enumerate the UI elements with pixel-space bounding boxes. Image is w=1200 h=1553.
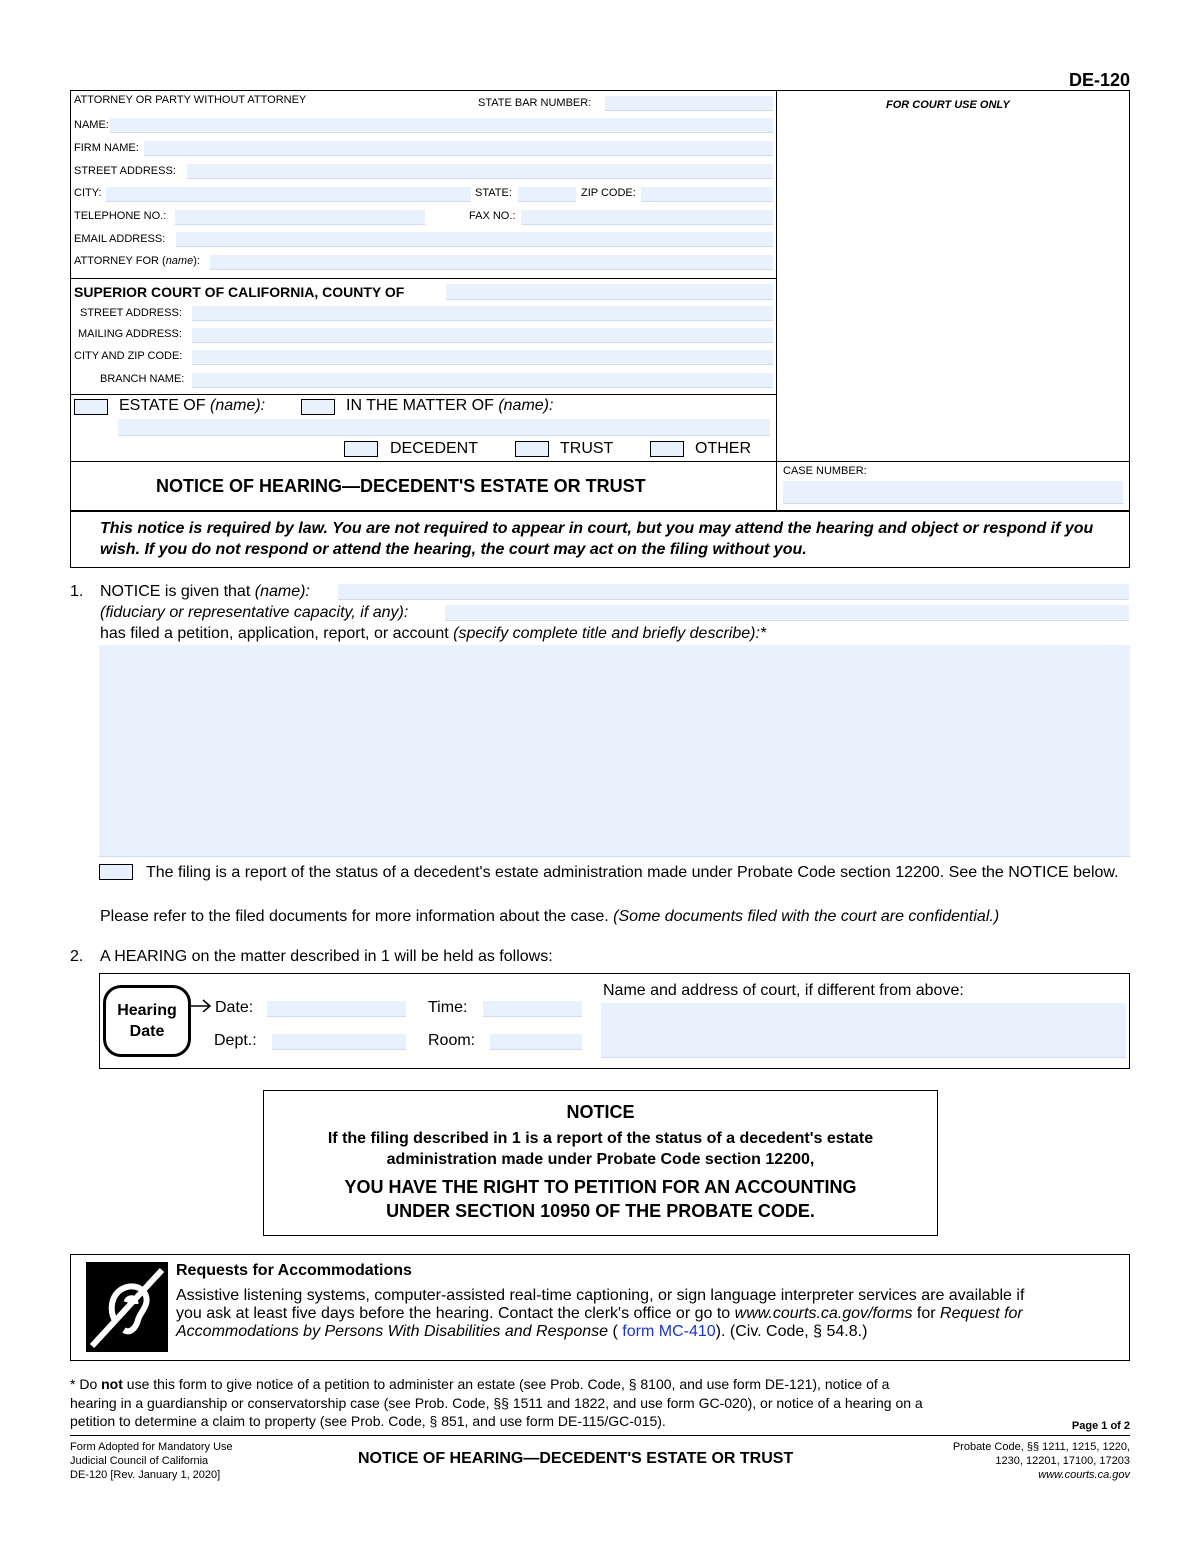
- in-matter-of-label: IN THE MATTER OF (name):: [346, 397, 554, 414]
- probate-codes: Probate Code, §§ 1211, 1215, 1220, 1230, 12201, 17100, 17203 www.courts.ca.gov: [952, 1441, 1130, 1481]
- item1-line3: has filed a petition, application, report, or account (specify complete title and briefly describe):*: [100, 625, 767, 642]
- fax-label: FAX NO.:: [469, 210, 516, 222]
- other-label: OTHER: [695, 440, 751, 457]
- footnote-line3: petition to determine a claim to property (see Prob. Code, § 851, and use form DE-115/GC-015).: [70, 1413, 666, 1429]
- court-mailing-input[interactable]: [192, 328, 773, 343]
- form-adopted: Form Adopted for Mandatory Use: [70, 1441, 233, 1453]
- name-label: NAME:: [74, 119, 109, 131]
- refer-text: Please refer to the filed documents for more information about the case. (Some documents filed with the court are confidential.): [100, 908, 1000, 925]
- court-mailing-label: MAILING ADDRESS:: [78, 328, 182, 340]
- judicial-council: Judicial Council of California: [70, 1455, 209, 1467]
- courts-website[interactable]: www.courts.ca.gov: [1038, 1469, 1130, 1481]
- footer-title: NOTICE OF HEARING—DECEDENT'S ESTATE OR TRUST: [358, 1450, 794, 1467]
- accommodations-line2: you ask at least five days before the hearing. Contact the clerk's office or go to www.courts.ca.gov/forms for Request for: [176, 1305, 1023, 1322]
- court-use-only: FOR COURT USE ONLY: [886, 99, 1010, 111]
- attorney-for-label: ATTORNEY FOR (name):: [74, 255, 200, 267]
- capacity-input[interactable]: [445, 605, 1129, 621]
- form-revision: DE-120 [Rev. January 1, 2020]: [70, 1469, 221, 1481]
- trust-label: TRUST: [560, 440, 614, 457]
- date-input[interactable]: [267, 1001, 406, 1017]
- notice-name-input[interactable]: [338, 584, 1129, 600]
- item2-text: A HEARING on the matter described in 1 will be held as follows:: [100, 948, 553, 965]
- court-branch-input[interactable]: [192, 373, 773, 388]
- item1-number: 1.: [70, 583, 84, 600]
- state-bar-input[interactable]: [605, 96, 773, 111]
- case-number-label: CASE NUMBER:: [783, 465, 867, 477]
- trust-checkbox[interactable]: [515, 441, 549, 457]
- room-input[interactable]: [490, 1034, 582, 1050]
- phone-input[interactable]: [175, 210, 425, 225]
- court-city-zip-input[interactable]: [192, 350, 773, 365]
- case-number-input[interactable]: [783, 481, 1123, 504]
- in-matter-of-checkbox[interactable]: [301, 399, 335, 415]
- notice-line4: UNDER SECTION 10950 OF THE PROBATE CODE.: [386, 1201, 815, 1221]
- court-address-input[interactable]: [601, 1003, 1126, 1058]
- decedent-checkbox[interactable]: [344, 441, 378, 457]
- firm-label: FIRM NAME:: [74, 142, 139, 154]
- notice-line2: administration made under Probate Code section 12200,: [386, 1151, 815, 1168]
- page-number: Page 1 of 2: [1071, 1420, 1130, 1432]
- dept-label: Dept.:: [214, 1032, 257, 1049]
- estate-of-label: ESTATE OF (name):: [119, 397, 266, 414]
- hearing-assistance-icon: [86, 1262, 168, 1352]
- zip-input[interactable]: [641, 187, 773, 202]
- state-bar-label: STATE BAR NUMBER:: [478, 97, 592, 109]
- notice-title: NOTICE: [566, 1102, 635, 1122]
- status-report-text: The filing is a report of the status of a decedent's estate administration made under Probate Code section 12200. See the NOTICE below.: [146, 864, 1119, 881]
- court-title: SUPERIOR COURT OF CALIFORNIA, COUNTY OF: [74, 284, 405, 300]
- form-title: NOTICE OF HEARING—DECEDENT'S ESTATE OR TRUST: [156, 476, 646, 496]
- filing-description-textarea[interactable]: [99, 645, 1130, 857]
- footnote-line1: * Do not use this form to give notice of a petition to administer an estate (see Prob. Code, § 8100, and use form DE-121), notice of a: [70, 1376, 890, 1392]
- item1-line2: (fiduciary or representative capacity, if any):: [100, 604, 409, 621]
- arrow-right-icon: [191, 998, 213, 1012]
- item2-number: 2.: [70, 948, 84, 965]
- name-input[interactable]: [110, 118, 773, 133]
- form-number: DE-120: [1068, 70, 1130, 90]
- email-input[interactable]: [176, 232, 773, 247]
- state-label: STATE:: [475, 187, 512, 199]
- court-street-input[interactable]: [192, 306, 773, 321]
- dept-input[interactable]: [272, 1034, 406, 1050]
- street-input[interactable]: [187, 164, 773, 179]
- footnote-line2: hearing in a guardianship or conservatorship case (see Prob. Code, §§ 1511 and 1822, and use form GC-020), or notice of a hearing on a: [70, 1395, 923, 1411]
- notice-line3: YOU HAVE THE RIGHT TO PETITION FOR AN ACCOUNTING: [344, 1177, 857, 1197]
- city-label: CITY:: [74, 187, 102, 199]
- court-city-zip-label: CITY AND ZIP CODE:: [74, 350, 183, 362]
- notice-required-text: This notice is required by law. You are not required to appear in court, but you may attend the hearing and object or respond if you wish. If you do not respond or attend the hearing, the court may act on the filing without you.: [100, 520, 1094, 558]
- phone-label: TELEPHONE NO.:: [74, 210, 167, 222]
- accommodations-line1: Assistive listening systems, computer-assisted real-time captioning, or sign language interpreter services are available if: [176, 1287, 1025, 1304]
- firm-input[interactable]: [144, 141, 773, 156]
- estate-of-checkbox[interactable]: [74, 399, 108, 415]
- other-checkbox[interactable]: [650, 441, 684, 457]
- estate-name-input[interactable]: [118, 419, 770, 436]
- email-label: EMAIL ADDRESS:: [74, 233, 166, 245]
- item1-line1: NOTICE is given that (name):: [100, 583, 310, 600]
- fax-input[interactable]: [521, 210, 773, 225]
- attorney-for-input[interactable]: [210, 255, 773, 270]
- time-label: Time:: [428, 999, 468, 1016]
- date-label: Date:: [215, 999, 254, 1016]
- time-input[interactable]: [483, 1001, 582, 1017]
- status-report-checkbox[interactable]: [99, 864, 133, 880]
- county-input[interactable]: [446, 284, 773, 300]
- court-branch-label: BRANCH NAME:: [100, 373, 185, 385]
- hearing-date-badge: Hearing Date: [103, 985, 191, 1057]
- accommodations-line3: Accommodations by Persons With Disabilities and Response ( form MC-410). (Civ. Code, § 54.8.): [176, 1323, 868, 1340]
- attorney-label: ATTORNEY OR PARTY WITHOUT ATTORNEY: [74, 94, 307, 106]
- court-address-label: Name and address of court, if different from above:: [603, 982, 964, 999]
- state-input[interactable]: [518, 187, 576, 202]
- room-label: Room:: [428, 1032, 476, 1049]
- form-mc-410-link[interactable]: form MC-410: [622, 1323, 716, 1340]
- city-input[interactable]: [106, 187, 471, 202]
- accommodations-title: Requests for Accommodations: [176, 1262, 412, 1279]
- street-label: STREET ADDRESS:: [74, 165, 176, 177]
- notice-line1: If the filing described in 1 is a report of the status of a decedent's estate: [327, 1130, 874, 1147]
- court-street-label: STREET ADDRESS:: [80, 307, 182, 319]
- decedent-label: DECEDENT: [390, 440, 479, 457]
- zip-label: ZIP CODE:: [581, 187, 636, 199]
